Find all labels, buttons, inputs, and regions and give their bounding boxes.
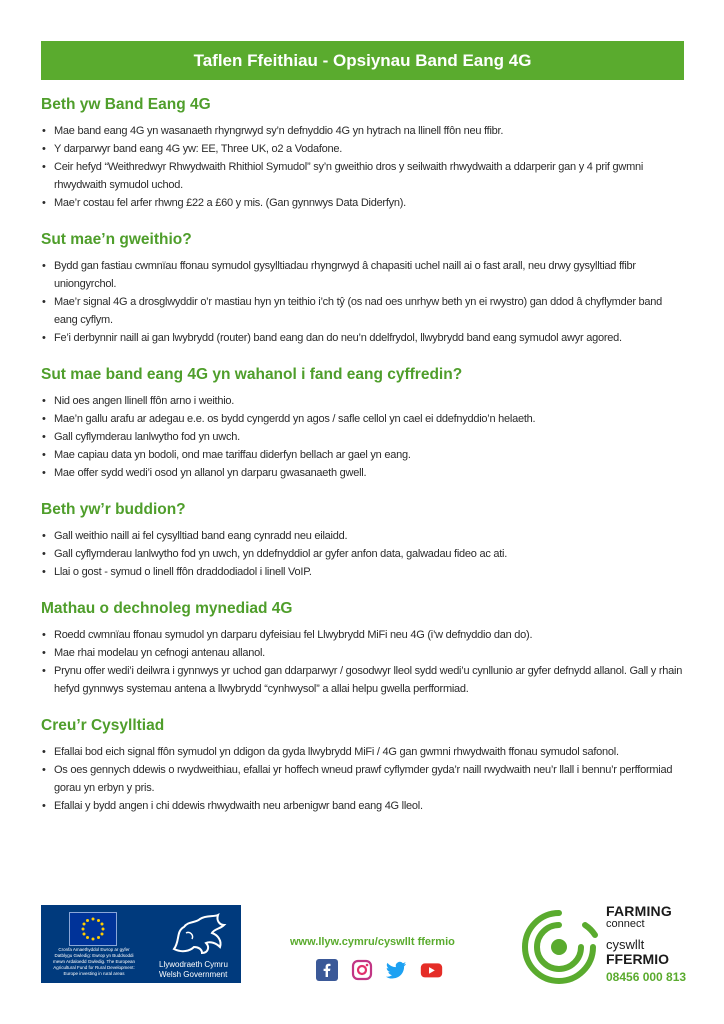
eu-flag-icon	[69, 912, 117, 946]
bullet-item: • Gall cyflymderau lanlwytho fod yn uwch.	[41, 428, 684, 446]
welsh-dragon-icon	[166, 911, 230, 957]
section-heading: Sut mae’n gweithio?	[41, 231, 192, 248]
funding-logos	[41, 905, 241, 983]
bullet-item: • Efallai bod eich signal ffôn symudol yn ddigon da gyda llwybrydd MiFi / 4G gan gwmni rhwydwaith ffonau symudol safonol.	[41, 743, 684, 761]
farming-connect-wordmark: FARMING connect cyswllt FFERMIO 08456 000 813	[606, 903, 687, 984]
bullet-item: • Mae capiau data yn bodoli, ond mae tariffau diderfyn bellach ar gael yn eang.	[41, 446, 684, 464]
bullet-item: • Gall cyflymderau lanlwytho fod yn uwch, yn ddefnyddiol ar gyfer anfon data, galwadau fideo ac ati.	[41, 545, 684, 563]
bullet-item: • Os oes gennych ddewis o rwydweithiau, efallai yr hoffech wneud prawf cyflymder gyda’r naill rwydwaith neu’r llall i bennu’r perfformiad gorau yn erbyn y pris.	[41, 761, 684, 797]
section-heading: Mathau o dechnoleg mynediad 4G	[41, 600, 293, 617]
phone-number: 08456 000 813	[606, 970, 687, 984]
bullet-item: • Llai o gost - symud o linell ffôn draddodiadol i linell VoIP.	[41, 563, 684, 581]
bullet-list	[41, 392, 684, 482]
bullet-item: • Roedd cwmnïau ffonau symudol yn darparu dyfeisiau fel Llwybrydd MiFi neu 4G (i’w defnyddio dan do).	[41, 626, 684, 644]
facebook-icon[interactable]	[315, 958, 338, 981]
bullet-list	[41, 743, 684, 815]
page-title: Taflen Ffeithiau - Opsiynau Band Eang 4G	[193, 50, 532, 70]
section-heading: Beth yw Band Eang 4G	[41, 96, 211, 113]
bullet-item: • Mae offer sydd wedi’i osod yn allanol yn darparu gwasanaeth gwell.	[41, 464, 684, 482]
bullet-item: • Mae’n gallu arafu ar adegau e.e. os bydd cyngerdd yn agos / safle cellol yn cael ei ddefnyddio’n helaeth.	[41, 410, 684, 428]
bullet-list	[41, 257, 684, 347]
bullet-item: • Nid oes angen llinell ffôn arno i weithio.	[41, 392, 684, 410]
bullet-list	[41, 626, 684, 698]
bullet-item: • Efallai y bydd angen i chi ddewis rhwydwaith neu arbenigwr band eang 4G lleol.	[41, 797, 684, 815]
footer	[0, 900, 724, 1010]
bullet-item: • Fe’i derbynnir naill ai gan lwybrydd (router) band eang dan do neu’n ddelfrydol, llwybrydd band eang symudol awyr agored.	[41, 329, 684, 347]
welsh-government-text: Llywodraeth Cymru Welsh Government	[159, 960, 228, 979]
website-link[interactable]: www.llyw.cymru/cyswllt ffermio	[290, 936, 455, 948]
bullet-item: • Mae’r signal 4G a drosglwyddir o’r mastiau hyn yn teithio i’ch tŷ (os nad oes unrhyw beth yn ei rwystro) gan ddod â chyflymder band eang cyflym.	[41, 293, 684, 329]
bullet-item: • Mae band eang 4G yn wasanaeth rhyngrwyd sy’n defnyddio 4G yn hytrach na llinell ffôn neu ffibr.	[41, 122, 684, 140]
title-banner	[41, 41, 684, 80]
bullet-item: • Mae’r costau fel arfer rhwng £22 a £60 y mis. (Gan gynnwys Data Diderfyn).	[41, 194, 684, 212]
bullet-item: • Gall weithio naill ai fel cysylltiad band eang cynradd neu eilaidd.	[41, 527, 684, 545]
bullet-item: • Bydd gan fastiau cwmnïau ffonau symudol gysylltiadau rhyngrwyd â chapasiti uchel naill ai o fast arall, neu drwy gysylltiad ffibr uniongyrchol.	[41, 257, 684, 293]
eu-funding-text: Cronfa Amaethyddol Ewrop ar gyfer Datblygu Gwledig: Ewrop yn Buddsoddi mewn Ardaloedd Gwledig. The European Agricultural Fund for Rural Development: Europe investing in rural areas	[53, 947, 135, 976]
section-heading: Creu’r Cysylltiad	[41, 717, 165, 734]
bullet-item: • Y darparwyr band eang 4G yw: EE, Three UK, o2 a Vodafone.	[41, 140, 684, 158]
fact-sheet-content	[41, 96, 684, 834]
youtube-icon[interactable]	[420, 958, 443, 981]
bullet-item: • Prynu offer wedi’i deilwra i gynnwys yr uchod gan ddarparwyr / gosodwyr lleol sydd wedi’u cynllunio ar gyfer defnydd allanol. Gall y rhain hefyd gynnwys systemau antena a llwybrydd “cynhwysol” a allai helpu gwella perfformiad.	[41, 662, 684, 698]
social-links	[315, 958, 443, 981]
farming-connect-logo-icon	[515, 905, 603, 987]
twitter-icon[interactable]	[385, 958, 408, 981]
instagram-icon[interactable]	[350, 958, 373, 981]
bullet-list	[41, 527, 684, 581]
section-heading: Beth yw’r buddion?	[41, 501, 186, 518]
bullet-list	[41, 122, 684, 212]
section-heading: Sut mae band eang 4G yn wahanol i fand eang cyffredin?	[41, 366, 463, 383]
bullet-item: • Ceir hefyd “Weithredwyr Rhwydwaith Rhithiol Symudol” sy’n gweithio dros y seilwaith rhwydwaith a ddarperir gan y 4 prif gwmni rhwydwaith symudol uchod.	[41, 158, 684, 194]
bullet-item: • Mae rhai modelau yn cefnogi antenau allanol.	[41, 644, 684, 662]
